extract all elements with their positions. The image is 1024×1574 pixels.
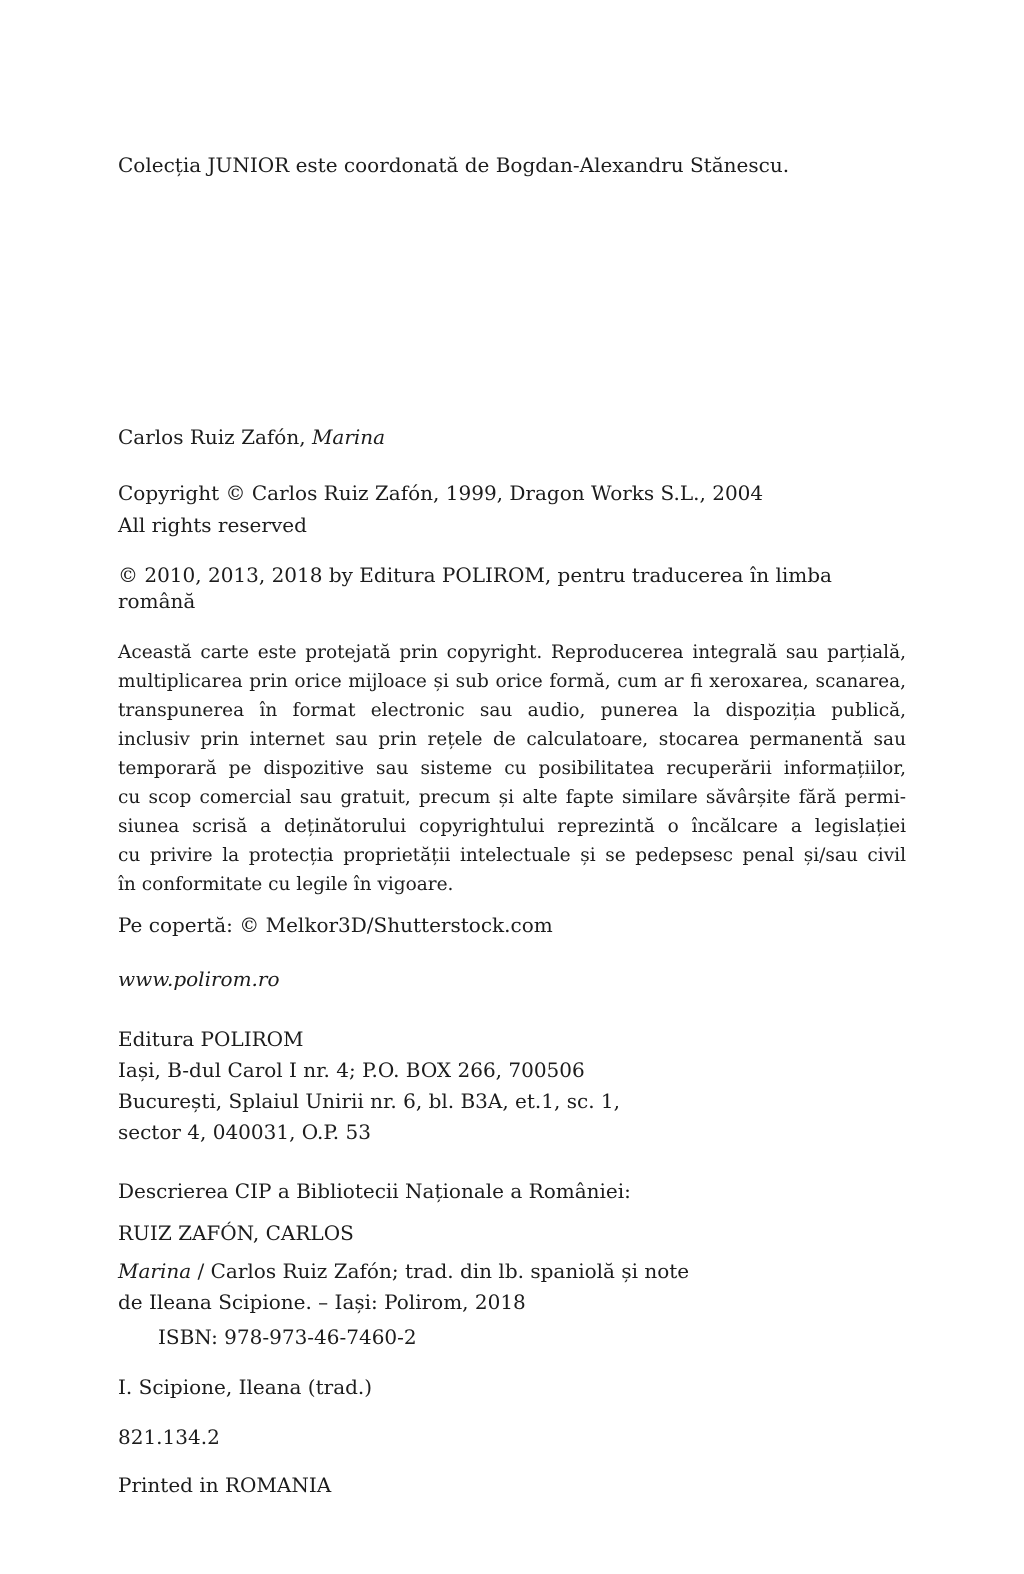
copyright-block: [118, 477, 906, 541]
publisher-website: www.polirom.ro: [118, 967, 280, 991]
legal-line: inclusiv prin internet sau prin rețele de calculatoare, stocarea permanentă sau: [118, 729, 906, 750]
legal-line: în conformitate cu legile în vigoare.: [118, 874, 454, 895]
cip-heading: Descrierea CIP a Bibliotecii Naționale a României:: [118, 1179, 631, 1203]
publisher-address: [118, 1055, 906, 1148]
publisher-address-line: București, Splaiul Unirii nr. 6, bl. B3A, et.1, sc. 1,: [118, 1089, 620, 1113]
legal-line: cu privire la protecția proprietății intelectuale și se pedepsesc penal și/sau civil: [118, 845, 906, 866]
cip-entry-line2: de Ileana Scipione. – Iași: Polirom, 2018: [118, 1290, 526, 1314]
legal-notice-paragraph: [118, 638, 906, 899]
cip-entry: [118, 1256, 906, 1318]
translator-entry: I. Scipione, Ileana (trad.): [118, 1375, 373, 1399]
rights-reserved-line: All rights reserved: [118, 513, 307, 537]
collection-note: Colecția JUNIOR este coordonată de Bogdan-Alexandru Stănescu.: [118, 153, 790, 177]
udc-classification: 821.134.2: [118, 1425, 220, 1449]
legal-line: siunea scrisă a deținătorului copyrightului reprezintă o încălcare a legislației: [118, 816, 906, 837]
book-title: Marina: [311, 425, 386, 449]
publisher-block: [118, 1024, 906, 1148]
cover-credit-line: Pe copertă: © Melkor3D/Shutterstock.com: [118, 913, 553, 937]
book-author: Carlos Ruiz Zafón,: [118, 425, 312, 449]
legal-line: Această carte este protejată prin copyright. Reproducerea integrală sau parțială,: [118, 642, 906, 663]
copyright-line: Copyright © Carlos Ruiz Zafón, 1999, Dragon Works S.L., 2004: [118, 481, 764, 505]
cip-title-rest: / Carlos Ruiz Zafón; trad. din lb. spaniolă și note: [191, 1259, 690, 1283]
cip-author-heading: RUIZ ZAFÓN, CARLOS: [118, 1221, 354, 1245]
publisher-name: Editura POLIROM: [118, 1027, 304, 1051]
romanian-copyright-line: © 2010, 2013, 2018 by Editura POLIROM, pentru traducerea în limba română: [118, 563, 832, 613]
printed-in-line: Printed in ROMANIA: [118, 1473, 332, 1497]
legal-line: cu scop comercial sau gratuit, precum și alte fapte similare săvârșite fără permi-: [118, 787, 906, 808]
legal-line: temporară pe dispozitive sau sisteme cu posibilitatea recuperării informațiilor,: [118, 758, 906, 779]
isbn-line: ISBN: 978-973-46-7460-2: [158, 1325, 417, 1349]
legal-line: multiplicarea prin orice mijloace și sub orice formă, cum ar fi xeroxarea, scanarea,: [118, 671, 906, 692]
publisher-address-line: Iași, B-dul Carol I nr. 4; P.O. BOX 266, 700506: [118, 1058, 585, 1082]
cip-title-line: [118, 1256, 906, 1287]
cip-title-italic: Marina: [118, 1259, 192, 1283]
book-author-title: [118, 424, 906, 450]
legal-line: transpunerea în format electronic sau audio, punerea la dispoziția publică,: [118, 700, 906, 721]
publisher-address-line: sector 4, 040031, O.P. 53: [118, 1120, 371, 1144]
